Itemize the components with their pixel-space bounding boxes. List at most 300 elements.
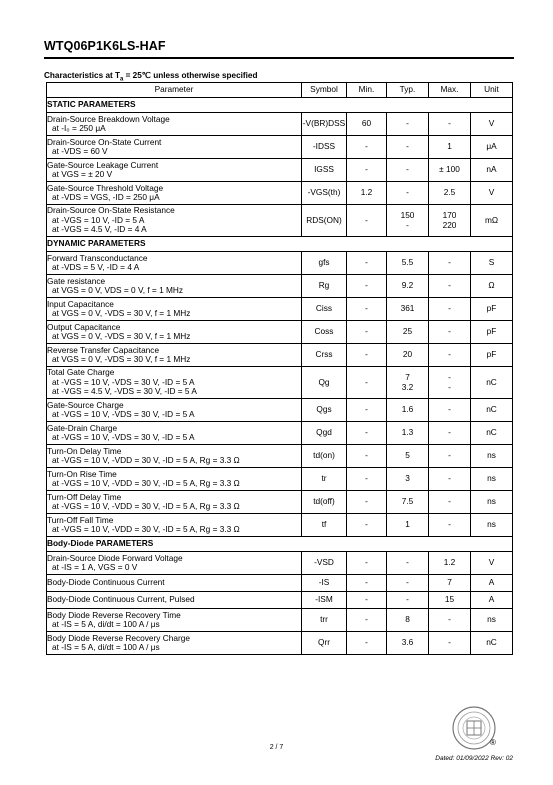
- symbol-cell: [302, 552, 347, 575]
- symbol-value: Qgd: [316, 427, 332, 438]
- typ-value: 1: [405, 519, 410, 530]
- table-row: [47, 321, 513, 344]
- min-cell: [347, 491, 387, 514]
- min-cell: [347, 514, 387, 537]
- table-row: [47, 275, 513, 298]
- header-symbol: Symbol: [302, 83, 347, 98]
- heading-suffix: = 25℃ unless otherwise specified: [123, 71, 258, 80]
- symbol-value: Qgs: [316, 404, 332, 415]
- typ-value: 150 -: [400, 210, 415, 230]
- parameter-name: Turn-On Rise Time: [47, 468, 117, 479]
- min-cell: [347, 113, 387, 136]
- typ-value: 361: [400, 303, 415, 314]
- typ-value: -: [406, 594, 409, 605]
- min-cell: [347, 632, 387, 655]
- typ-value: -: [406, 557, 409, 568]
- min-value: -: [365, 519, 368, 530]
- typ-cell: [387, 159, 429, 182]
- symbol-cell: [302, 113, 347, 136]
- symbol-cell: [302, 491, 347, 514]
- unit-value: nC: [486, 637, 497, 648]
- min-cell: [347, 275, 387, 298]
- max-value: ± 100: [439, 164, 460, 175]
- table-header-row: [47, 83, 513, 98]
- unit-value: ns: [487, 519, 496, 530]
- symbol-value: IGSS: [314, 164, 334, 175]
- symbol-cell: [302, 575, 347, 592]
- max-value: -: [448, 303, 451, 314]
- min-cell: [347, 298, 387, 321]
- min-cell: [347, 367, 387, 399]
- typ-value: -: [406, 141, 409, 152]
- section-row: [47, 98, 513, 113]
- max-value: 170 220: [442, 210, 457, 230]
- typ-cell: [387, 445, 429, 468]
- unit-cell: [471, 298, 513, 321]
- typ-cell: [387, 592, 429, 609]
- symbol-value: Qg: [318, 376, 330, 387]
- max-value: -: [448, 427, 451, 438]
- symbol-cell: [302, 205, 347, 237]
- unit-cell: [471, 592, 513, 609]
- typ-cell: [387, 136, 429, 159]
- test-condition: at VGS = ± 20 V: [52, 169, 113, 179]
- unit-cell: [471, 445, 513, 468]
- max-value: 1.2: [443, 557, 456, 568]
- parameter-name: Total Gate Charge: [47, 367, 115, 378]
- title-rule: [44, 57, 514, 59]
- typ-cell: [387, 275, 429, 298]
- max-value: 2.5: [443, 187, 456, 198]
- max-cell: [429, 592, 471, 609]
- typ-cell: [387, 552, 429, 575]
- max-cell: [429, 367, 471, 399]
- unit-cell: [471, 609, 513, 632]
- unit-value: nC: [486, 376, 497, 387]
- typ-value: 8: [405, 614, 410, 625]
- max-cell: [429, 609, 471, 632]
- unit-cell: [471, 491, 513, 514]
- symbol-cell: [302, 321, 347, 344]
- test-condition: at -VGS = 10 V, -VDD = 30 V, -ID = 5 A, Rg = 3.3 Ω: [52, 524, 240, 534]
- max-cell: [429, 205, 471, 237]
- test-condition: at -IS = 5 A, di/dt = 100 A / μs: [52, 642, 160, 652]
- section-title: Body-Diode PARAMETERS: [47, 537, 513, 552]
- table-row: [47, 298, 513, 321]
- test-condition: at -VDS = 60 V: [52, 146, 108, 156]
- test-condition: at -VGS = 10 V, -VDD = 30 V, -ID = 5 A, Rg = 3.3 Ω: [52, 501, 240, 511]
- symbol-cell: [302, 367, 347, 399]
- max-cell: [429, 298, 471, 321]
- parameter-name: Turn-Off Fall Time: [47, 514, 114, 525]
- parameter-name: Body Diode Reverse Recovery Charge: [47, 632, 190, 643]
- min-value: -: [365, 427, 368, 438]
- symbol-cell: [302, 632, 347, 655]
- unit-cell: [471, 344, 513, 367]
- unit-value: V: [488, 187, 495, 198]
- parameter-cell: [47, 275, 302, 298]
- parameter-cell: [47, 575, 302, 592]
- symbol-cell: [302, 514, 347, 537]
- symbol-cell: [302, 445, 347, 468]
- max-cell: [429, 445, 471, 468]
- symbol-value: -ISM: [315, 594, 333, 605]
- table-row: [47, 399, 513, 422]
- parameter-cell: [47, 298, 302, 321]
- typ-value: 7.5: [401, 496, 414, 507]
- document-title: WTQ06P1K6LS-HAF: [44, 39, 166, 53]
- min-value: 1.2: [360, 187, 373, 198]
- parameter-name: Body-Diode Continuous Current, Pulsed: [47, 594, 195, 605]
- test-condition: at -IS = 5 A, di/dt = 100 A / μs: [52, 619, 160, 629]
- min-value: -: [365, 614, 368, 625]
- unit-cell: [471, 182, 513, 205]
- table-row: [47, 514, 513, 537]
- symbol-value: -V(BR)DSS: [302, 118, 346, 129]
- max-value: -: [448, 326, 451, 337]
- parameter-cell: [47, 344, 302, 367]
- symbol-value: Qrr: [318, 637, 330, 648]
- max-value: 1: [447, 141, 452, 152]
- unit-value: nC: [486, 404, 497, 415]
- test-condition: at -VGS = 10 V, -VDD = 30 V, -ID = 5 A, Rg = 3.3 Ω: [52, 478, 240, 488]
- symbol-cell: [302, 298, 347, 321]
- typ-value: 3.6: [401, 637, 414, 648]
- min-value: -: [365, 450, 368, 461]
- parameter-name: Gate-Source Charge: [47, 399, 124, 410]
- min-value: 60: [361, 118, 372, 129]
- test-condition: at VGS = 0 V, -VDS = 30 V, f = 1 MHz: [52, 354, 191, 364]
- table-row: [47, 575, 513, 592]
- header-max: Max.: [429, 83, 471, 98]
- symbol-value: -IS: [318, 577, 330, 588]
- typ-value: 5: [405, 450, 410, 461]
- min-value: -: [365, 404, 368, 415]
- unit-value: V: [488, 557, 495, 568]
- parameter-name: Gate-Source Threshold Voltage: [47, 182, 164, 193]
- unit-cell: [471, 632, 513, 655]
- typ-cell: [387, 514, 429, 537]
- typ-value: -: [406, 187, 409, 198]
- heading-prefix: Characteristics at T: [44, 71, 120, 80]
- max-value: -: [448, 404, 451, 415]
- max-cell: [429, 252, 471, 275]
- max-value: -: [448, 349, 451, 360]
- typ-cell: [387, 367, 429, 399]
- min-value: -: [365, 376, 368, 387]
- test-condition: at -VDS = 5 V, -ID = 4 A: [52, 262, 140, 272]
- registered-mark: ®: [490, 738, 496, 747]
- unit-cell: [471, 159, 513, 182]
- unit-value: nA: [486, 164, 497, 175]
- max-value: -: [448, 118, 451, 129]
- parameter-cell: [47, 136, 302, 159]
- test-condition: at -IS = 1 A, VGS = 0 V: [52, 562, 138, 572]
- symbol-value: tr: [321, 473, 327, 484]
- test-condition: at -VGS = 10 V, -ID = 5 A at -VGS = 4.5 V, -ID = 4 A: [52, 214, 147, 235]
- min-cell: [347, 182, 387, 205]
- section-row: [47, 237, 513, 252]
- symbol-value: -VGS(th): [307, 187, 341, 198]
- typ-cell: [387, 399, 429, 422]
- min-cell: [347, 592, 387, 609]
- typ-cell: [387, 113, 429, 136]
- typ-value: 7 3.2: [401, 372, 414, 392]
- max-cell: [429, 399, 471, 422]
- max-cell: [429, 344, 471, 367]
- min-value: -: [365, 303, 368, 314]
- unit-cell: [471, 367, 513, 399]
- unit-value: mΩ: [484, 214, 499, 225]
- parameter-name: Drain-Source On-State Resistance: [47, 205, 175, 216]
- parameter-cell: [47, 252, 302, 275]
- min-cell: [347, 609, 387, 632]
- unit-value: pF: [486, 303, 497, 314]
- test-condition: at VGS = 0 V, -VDS = 30 V, f = 1 MHz: [52, 331, 191, 341]
- symbol-cell: [302, 275, 347, 298]
- typ-cell: [387, 321, 429, 344]
- max-cell: [429, 632, 471, 655]
- table-row: [47, 552, 513, 575]
- max-value: -: [448, 519, 451, 530]
- max-value: -: [448, 473, 451, 484]
- typ-cell: [387, 609, 429, 632]
- parameter-name: Drain-Source Diode Forward Voltage: [47, 552, 183, 563]
- page-number: 2 / 7: [269, 744, 284, 751]
- section-title: STATIC PARAMETERS: [47, 98, 513, 113]
- unit-cell: [471, 321, 513, 344]
- table-row: [47, 491, 513, 514]
- section-title: DYNAMIC PARAMETERS: [47, 237, 513, 252]
- test-condition: at VGS = 0 V, -VDS = 30 V, f = 1 MHz: [52, 308, 191, 318]
- table-row: [47, 159, 513, 182]
- parameter-cell: [47, 491, 302, 514]
- unit-value: Ω: [488, 280, 495, 291]
- parameter-name: Forward Transconductance: [47, 252, 148, 263]
- max-value: -: [448, 450, 451, 461]
- max-cell: [429, 491, 471, 514]
- min-value: -: [365, 141, 368, 152]
- max-cell: [429, 182, 471, 205]
- symbol-cell: [302, 468, 347, 491]
- test-condition: at -VGS = 10 V, -VDS = 30 V, -ID = 5 A at -VGS = 4.5 V, -VDS = 30 V, -ID = 5 A: [52, 376, 197, 397]
- parameter-cell: [47, 609, 302, 632]
- unit-value: ns: [487, 450, 496, 461]
- typ-value: 5.5: [401, 257, 414, 268]
- table-row: [47, 367, 513, 399]
- revision-date: Dated: 01/09/2022 Rev: 02: [435, 755, 513, 762]
- min-cell: [347, 445, 387, 468]
- header-min: Min.: [347, 83, 387, 98]
- header-unit: Unit: [471, 83, 513, 98]
- max-cell: [429, 422, 471, 445]
- max-value: 15: [444, 594, 455, 605]
- min-cell: [347, 321, 387, 344]
- table-row: [47, 632, 513, 655]
- table-row: [47, 205, 513, 237]
- max-cell: [429, 275, 471, 298]
- unit-cell: [471, 136, 513, 159]
- test-condition: at -I₀ = 250 μA: [52, 123, 106, 133]
- typ-cell: [387, 344, 429, 367]
- typ-cell: [387, 182, 429, 205]
- symbol-value: Crss: [315, 349, 333, 360]
- max-cell: [429, 468, 471, 491]
- parameter-cell: [47, 632, 302, 655]
- max-value: 7: [447, 577, 452, 588]
- test-condition: at -VGS = 10 V, -VDS = 30 V, -ID = 5 A: [52, 432, 195, 442]
- typ-value: 25: [402, 326, 413, 337]
- min-value: -: [365, 637, 368, 648]
- min-cell: [347, 468, 387, 491]
- typ-value: 1.3: [401, 427, 414, 438]
- typ-cell: [387, 632, 429, 655]
- symbol-value: Rg: [318, 280, 330, 291]
- max-cell: [429, 136, 471, 159]
- parameter-name: Body Diode Reverse Recovery Time: [47, 609, 181, 620]
- unit-value: pF: [486, 349, 497, 360]
- parameter-cell: [47, 468, 302, 491]
- typ-cell: [387, 491, 429, 514]
- unit-value: S: [488, 257, 495, 268]
- table-row: [47, 592, 513, 609]
- min-cell: [347, 422, 387, 445]
- min-cell: [347, 159, 387, 182]
- unit-cell: [471, 514, 513, 537]
- table-row: [47, 344, 513, 367]
- min-value: -: [365, 473, 368, 484]
- symbol-cell: [302, 422, 347, 445]
- parameter-name: Gate-Source Leakage Current: [47, 159, 159, 170]
- typ-value: -: [406, 164, 409, 175]
- unit-cell: [471, 422, 513, 445]
- parameter-cell: [47, 205, 302, 237]
- max-value: -: [448, 614, 451, 625]
- min-cell: [347, 344, 387, 367]
- min-value: -: [365, 164, 368, 175]
- test-condition: at -VGS = 10 V, -VDD = 30 V, -ID = 5 A, Rg = 3.3 Ω: [52, 455, 240, 465]
- table-row: [47, 445, 513, 468]
- unit-value: A: [488, 594, 495, 605]
- min-cell: [347, 205, 387, 237]
- max-value: - -: [448, 372, 451, 392]
- typ-value: 1.6: [401, 404, 414, 415]
- parameter-cell: [47, 592, 302, 609]
- max-cell: [429, 321, 471, 344]
- parameter-cell: [47, 552, 302, 575]
- max-value: -: [448, 496, 451, 507]
- symbol-value: gfs: [318, 257, 330, 268]
- symbol-value: Ciss: [315, 303, 333, 314]
- max-cell: [429, 113, 471, 136]
- unit-value: ns: [487, 473, 496, 484]
- test-condition: at -VDS = VGS, -ID = 250 μA: [52, 192, 160, 202]
- unit-value: V: [488, 118, 495, 129]
- table-row: [47, 113, 513, 136]
- min-cell: [347, 575, 387, 592]
- typ-cell: [387, 575, 429, 592]
- unit-value: A: [488, 577, 495, 588]
- parameter-cell: [47, 182, 302, 205]
- min-value: -: [365, 594, 368, 605]
- min-value: -: [365, 349, 368, 360]
- characteristics-table: [46, 82, 513, 655]
- max-cell: [429, 514, 471, 537]
- max-value: -: [448, 637, 451, 648]
- symbol-cell: [302, 592, 347, 609]
- symbol-value: -VSD: [314, 557, 334, 568]
- unit-value: μA: [486, 141, 497, 152]
- min-value: -: [365, 214, 368, 225]
- max-cell: [429, 575, 471, 592]
- symbol-value: trr: [320, 614, 328, 625]
- unit-cell: [471, 275, 513, 298]
- min-value: -: [365, 557, 368, 568]
- unit-cell: [471, 113, 513, 136]
- unit-cell: [471, 205, 513, 237]
- unit-cell: [471, 399, 513, 422]
- parameter-name: Drain-Source On-State Current: [47, 136, 162, 147]
- max-cell: [429, 159, 471, 182]
- symbol-value: Coss: [314, 326, 334, 337]
- min-value: -: [365, 577, 368, 588]
- parameter-cell: [47, 399, 302, 422]
- symbol-cell: [302, 252, 347, 275]
- unit-cell: [471, 252, 513, 275]
- min-cell: [347, 136, 387, 159]
- table-row: [47, 422, 513, 445]
- min-value: -: [365, 280, 368, 291]
- unit-cell: [471, 575, 513, 592]
- parameter-name: Gate resistance: [47, 275, 106, 286]
- parameter-cell: [47, 445, 302, 468]
- min-cell: [347, 399, 387, 422]
- table-row: [47, 136, 513, 159]
- section-row: [47, 537, 513, 552]
- parameter-name: Gate-Drain Charge: [47, 422, 118, 433]
- table-row: [47, 609, 513, 632]
- min-value: -: [365, 496, 368, 507]
- symbol-cell: [302, 609, 347, 632]
- max-cell: [429, 552, 471, 575]
- unit-cell: [471, 552, 513, 575]
- parameter-name: Turn-On Delay Time: [47, 445, 122, 456]
- parameter-cell: [47, 321, 302, 344]
- table-row: [47, 182, 513, 205]
- min-cell: [347, 252, 387, 275]
- characteristics-heading: [44, 70, 257, 83]
- symbol-cell: [302, 399, 347, 422]
- max-value: -: [448, 280, 451, 291]
- test-condition: at VGS = 0 V, VDS = 0 V, f = 1 MHz: [52, 285, 184, 295]
- parameter-name: Output Capacitance: [47, 321, 121, 332]
- parameter-cell: [47, 514, 302, 537]
- min-value: -: [365, 257, 368, 268]
- unit-value: nC: [486, 427, 497, 438]
- unit-value: pF: [486, 326, 497, 337]
- min-value: -: [365, 326, 368, 337]
- typ-cell: [387, 252, 429, 275]
- parameter-cell: [47, 159, 302, 182]
- symbol-value: -IDSS: [312, 141, 336, 152]
- table-body: [47, 98, 513, 655]
- symbol-cell: [302, 344, 347, 367]
- unit-cell: [471, 468, 513, 491]
- parameter-name: Reverse Transfer Capacitance: [47, 344, 160, 355]
- header-parameter: Parameter: [47, 83, 302, 98]
- symbol-value: td(on): [313, 450, 335, 461]
- table-row: [47, 252, 513, 275]
